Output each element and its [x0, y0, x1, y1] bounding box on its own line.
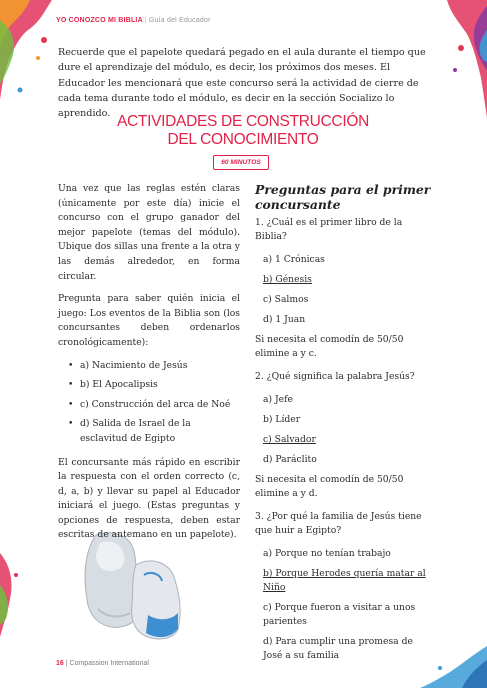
footer-org: Compassion International [69, 660, 149, 667]
questions-title: Preguntas para el primer concursante [255, 182, 431, 212]
question-1: 1. ¿Cuál es el primer libro de la Biblia? [255, 217, 403, 242]
q2-option-d: d) Paráclito [263, 454, 317, 465]
q1-note: Si necesita el comodín de 50/50 elimine a y c. [255, 334, 404, 359]
list-item: • d) Salida de Israel de la esclavitud de Egipto [58, 417, 240, 446]
q2-option-a: a) Jefe [263, 394, 293, 405]
paint-splash-top-right [437, 0, 487, 130]
q1-option-c: c) Salmos [263, 294, 309, 305]
q3-option-d: d) Para cumplir una promesa de José a su familia [263, 636, 413, 661]
events-list [58, 359, 240, 447]
question-3: 3. ¿Por qué la familia de Jesús tiene que huir a Egipto? [255, 511, 422, 536]
list-item: • b) El Apocalipsis [58, 378, 240, 393]
right-column [255, 182, 435, 669]
list-item: • c) Construcción del arca de Noé [58, 398, 240, 413]
question-2: 2. ¿Qué significa la palabra Jesús? [255, 371, 415, 382]
q3-option-b-correct: b) Porque Herodes quería matar al Niño [263, 568, 426, 593]
page-footer [56, 660, 149, 667]
duration-badge: 60 MINUTOS [213, 155, 269, 170]
paint-splash-bottom-left [0, 545, 30, 655]
q2-note: Si necesita el comodín de 50/50 elimine a y d. [255, 474, 404, 499]
q1-option-d: d) 1 Juan [263, 314, 306, 325]
running-header [56, 17, 211, 24]
winner-rule-paragraph: El concursante más rápido en escribir la respuesta con el orden correcto (c, d, a, b) y llevar su papel al Educador iniciará el juego. (Estas preguntas y opciones de respuesta, deben estar escritas de antemano en un papelote). [58, 456, 240, 541]
paint-splash-top-left [0, 0, 58, 110]
q3-option-a: a) Porque no tenían trabajo [263, 548, 391, 559]
footer-separator: | [65, 660, 68, 667]
header-separator: | [144, 17, 147, 24]
q1-option-a: a) 1 Crónicas [263, 254, 325, 265]
starter-question-paragraph: Pregunta para saber quién inicia el juego: Los eventos de la Biblia son (los concursantes deben ordenarlos cronológicamente): [58, 293, 240, 348]
left-column [58, 182, 240, 551]
q3-option-c: c) Porque fueron a visitar a unos parientes [263, 602, 416, 627]
list-item: • a) Nacimiento de Jesús [58, 359, 240, 374]
header-brand: YO CONOZCO MI BIBLIA [56, 17, 143, 24]
page-number: 16 [56, 660, 64, 667]
q2-option-c-correct: c) Salvador [263, 434, 316, 445]
section-title-line2: DEL CONOCIMIENTO [167, 131, 319, 148]
section-title-line1: ACTIVIDADES DE CONSTRUCCIÓN [117, 113, 369, 130]
header-subtitle: Guía del Educador [148, 17, 211, 24]
intro-paragraph: Recuerde que el papelote quedará pegado en el aula durante el tiempo que dure el aprendizaje del módulo, es decir, los próximos dos meses. El Educador les mencionará que este concurso será la actividad de cierre de cada tema durante todo el módulo, es decir en la sección Socializo lo aprendido. [58, 47, 426, 120]
q2-option-b: b) Líder [263, 414, 301, 425]
instructions-paragraph: Una vez que las reglas estén claras (únicamente por este día) inicie el concurso con el grupo ganador del mejor papelote (temas del módulo). Ubique dos sillas una frente a la otra y las demás alrededor, en forma circular. [58, 183, 240, 282]
q1-option-b-correct: b) Génesis [263, 274, 312, 285]
section-title [58, 113, 428, 149]
